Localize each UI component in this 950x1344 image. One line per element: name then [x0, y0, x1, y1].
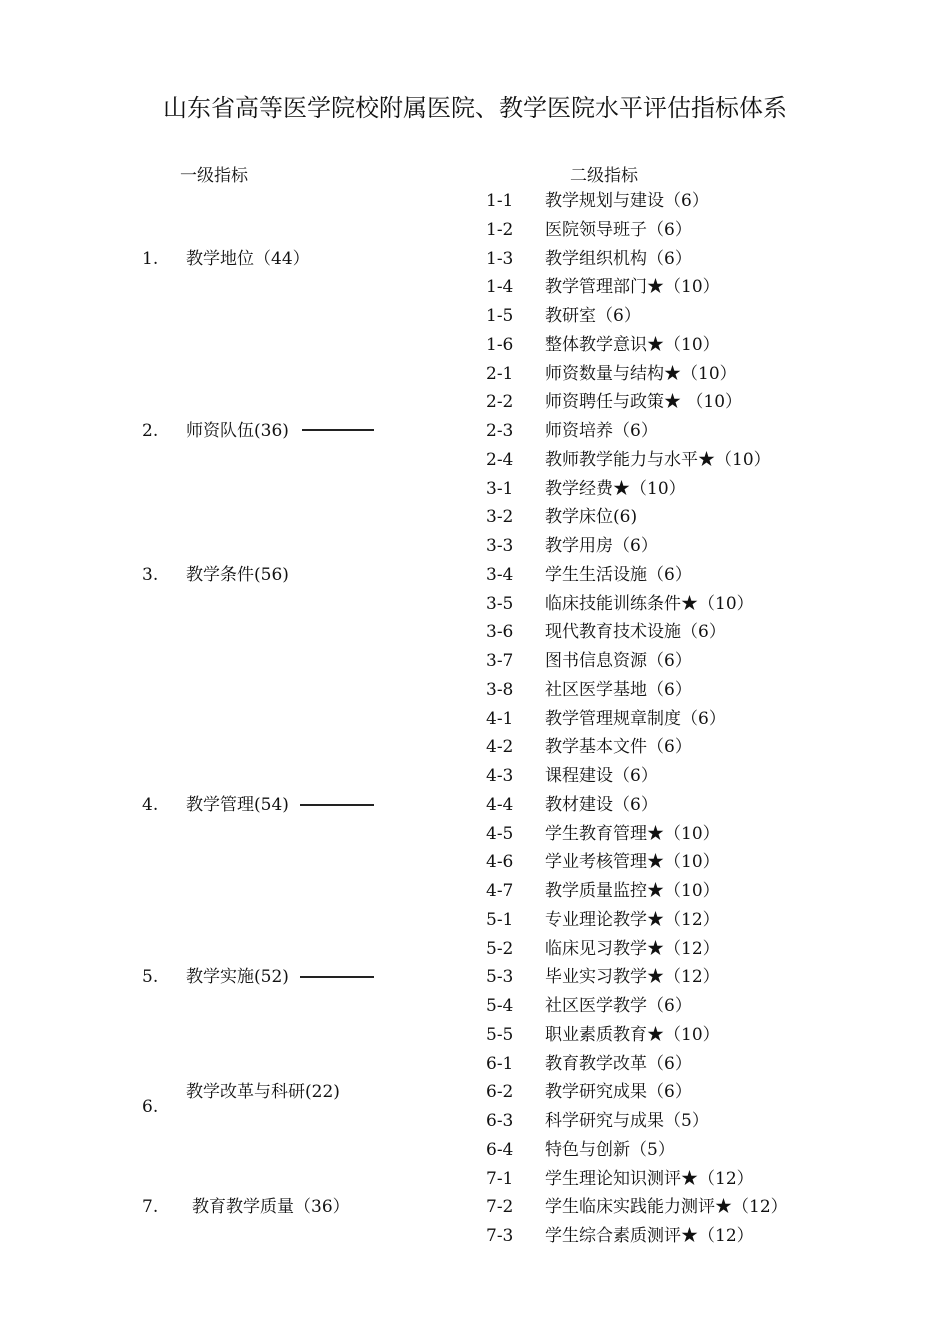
- level2-code: 7-2: [486, 1197, 514, 1217]
- level2-header: 二级指标: [570, 166, 638, 186]
- level2-label: 学生临床实践能力测评★（12）: [545, 1197, 788, 1217]
- level1-label: 教学条件(56): [186, 565, 289, 585]
- level2-label: 社区医学教学（6）: [545, 996, 692, 1016]
- level2-code: 3-1: [486, 479, 514, 499]
- level2-label: 教师教学能力与水平★（10）: [545, 450, 771, 470]
- level2-code: 4-6: [486, 852, 514, 872]
- level2-label: 职业素质教育★（10）: [545, 1025, 720, 1045]
- level2-label: 教学用房（6）: [545, 536, 658, 556]
- level2-code: 4-2: [486, 737, 514, 757]
- level2-label: 教学管理规章制度（6）: [545, 709, 726, 729]
- level2-label: 社区医学基地（6）: [545, 680, 692, 700]
- level2-code: 4-1: [486, 709, 514, 729]
- level2-code: 4-3: [486, 766, 514, 786]
- level2-code: 5-1: [486, 910, 514, 930]
- level1-number: 1.: [142, 249, 159, 269]
- level2-label: 教学组织机构（6）: [545, 249, 692, 269]
- level2-code: 1-3: [486, 249, 514, 269]
- level1-number: 5.: [142, 967, 159, 987]
- level2-code: 2-3: [486, 421, 514, 441]
- level2-label: 学生教育管理★（10）: [545, 824, 720, 844]
- level2-label: 师资数量与结构★（10）: [545, 364, 737, 384]
- level1-label: 教育教学质量（36）: [192, 1197, 350, 1217]
- level2-label: 教学规划与建设（6）: [545, 191, 709, 211]
- level2-label: 学生综合素质测评★（12）: [545, 1226, 754, 1246]
- level2-code: 5-4: [486, 996, 514, 1016]
- level2-label: 教学基本文件（6）: [545, 737, 692, 757]
- level2-code: 4-7: [486, 881, 514, 901]
- level1-label: 教学地位（44）: [186, 249, 310, 269]
- level2-code: 1-5: [486, 306, 514, 326]
- level2-label: 教学管理部门★（10）: [545, 277, 720, 297]
- level2-code: 5-5: [486, 1025, 514, 1045]
- connector-line: [300, 976, 374, 978]
- level2-code: 2-4: [486, 450, 514, 470]
- level2-code: 6-1: [486, 1054, 514, 1074]
- level2-label: 学生生活设施（6）: [545, 565, 692, 585]
- level2-label: 整体教学意识★（10）: [545, 335, 720, 355]
- level1-number: 6.: [142, 1097, 159, 1117]
- level1-label: 教学实施(52): [186, 967, 289, 987]
- level2-code: 6-2: [486, 1082, 514, 1102]
- level2-code: 3-5: [486, 594, 514, 614]
- level2-code: 1-1: [486, 191, 514, 211]
- level2-code: 3-2: [486, 507, 514, 527]
- level2-code: 3-6: [486, 622, 514, 642]
- level2-code: 6-3: [486, 1111, 514, 1131]
- level2-label: 教材建设（6）: [545, 795, 658, 815]
- level2-label: 毕业实习教学★（12）: [545, 967, 720, 987]
- level2-code: 7-3: [486, 1226, 514, 1246]
- level2-label: 师资培养（6）: [545, 421, 658, 441]
- level2-label: 临床见习教学★（12）: [545, 939, 720, 959]
- level2-code: 4-5: [486, 824, 514, 844]
- level1-label: 教学管理(54): [186, 795, 289, 815]
- level1-label: 教学改革与科研(22): [186, 1082, 340, 1102]
- level2-label: 学生理论知识测评★（12）: [545, 1169, 754, 1189]
- level2-code: 6-4: [486, 1140, 514, 1160]
- level1-number: 7.: [142, 1197, 159, 1217]
- level2-label: 专业理论教学★（12）: [545, 910, 720, 930]
- level2-label: 教学研究成果（6）: [545, 1082, 692, 1102]
- level1-number: 3.: [142, 565, 159, 585]
- level2-code: 5-3: [486, 967, 514, 987]
- level2-code: 3-4: [486, 565, 514, 585]
- level2-label: 课程建设（6）: [545, 766, 658, 786]
- level2-code: 4-4: [486, 795, 514, 815]
- level2-code: 5-2: [486, 939, 514, 959]
- level2-label: 特色与创新（5）: [545, 1140, 675, 1160]
- level2-label: 教研室（6）: [545, 306, 641, 326]
- level2-label: 学业考核管理★（10）: [545, 852, 720, 872]
- level2-code: 7-1: [486, 1169, 514, 1189]
- level2-label: 教育教学改革（6）: [545, 1054, 692, 1074]
- level2-label: 科学研究与成果（5）: [545, 1111, 709, 1131]
- level2-code: 1-6: [486, 335, 514, 355]
- level1-number: 4.: [142, 795, 159, 815]
- level2-code: 3-7: [486, 651, 514, 671]
- level2-label: 医院领导班子（6）: [545, 220, 692, 240]
- level2-label: 现代教育技术设施（6）: [545, 622, 726, 642]
- level2-code: 1-2: [486, 220, 514, 240]
- level2-label: 教学质量监控★（10）: [545, 881, 720, 901]
- level2-label: 教学经费★（10）: [545, 479, 686, 499]
- level2-label: 图书信息资源（6）: [545, 651, 692, 671]
- level2-code: 3-8: [486, 680, 514, 700]
- level1-number: 2.: [142, 421, 159, 441]
- level1-header: 一级指标: [180, 166, 248, 186]
- page-title: 山东省高等医学院校附属医院、教学医院水平评估指标体系: [163, 94, 787, 122]
- level1-label: 师资队伍(36): [186, 421, 289, 441]
- level2-code: 2-1: [486, 364, 514, 384]
- level2-label: 师资聘任与政策★ （10）: [545, 392, 743, 412]
- level2-label: 教学床位(6): [545, 507, 638, 527]
- connector-line: [302, 429, 374, 431]
- level2-label: 临床技能训练条件★（10）: [545, 594, 754, 614]
- level2-code: 2-2: [486, 392, 514, 412]
- level2-code: 1-4: [486, 277, 514, 297]
- level2-code: 3-3: [486, 536, 514, 556]
- connector-line: [300, 804, 374, 806]
